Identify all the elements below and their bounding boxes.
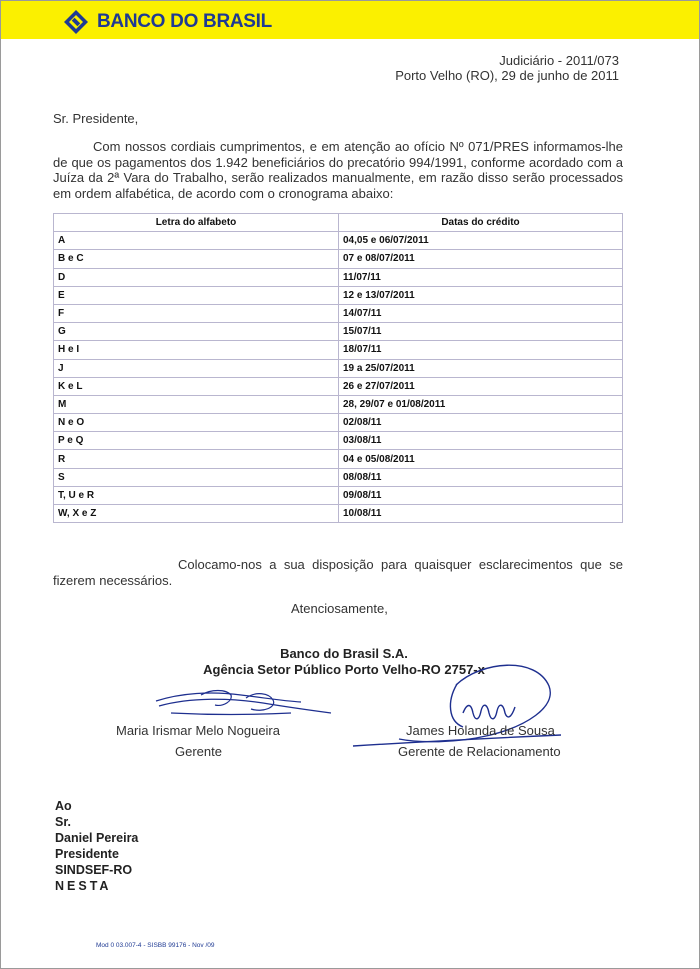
salutation: Sr. Presidente, <box>53 111 139 126</box>
letter-cell: F <box>54 304 339 322</box>
schedule-table <box>53 213 623 523</box>
date-cell: 18/07/11 <box>339 341 623 359</box>
recipient-location: NESTA <box>55 879 112 893</box>
date-cell: 15/07/11 <box>339 323 623 341</box>
recipient-line-sr: Sr. <box>55 815 71 829</box>
right-signatory-name: James Holanda de Sousa <box>406 723 555 738</box>
header-bar <box>1 1 699 39</box>
date-cell: 03/08/11 <box>339 432 623 450</box>
recipient-title: Presidente <box>55 847 119 861</box>
letter-cell: K e L <box>54 377 339 395</box>
issuer-block <box>199 646 489 678</box>
left-signatory-name: Maria Irismar Melo Nogueira <box>116 723 280 738</box>
issuer-company: Banco do Brasil S.A. <box>280 646 408 661</box>
letter-cell: D <box>54 268 339 286</box>
recipient-name: Daniel Pereira <box>55 831 139 845</box>
closing-paragraph: Colocamo-nos a sua disposição para quaisquer esclarecimentos que se fizerem necessários. <box>53 557 623 588</box>
date-cell: 09/08/11 <box>339 486 623 504</box>
recipient-block <box>55 798 138 894</box>
table-row <box>54 395 623 413</box>
letter-cell: S <box>54 468 339 486</box>
table-row <box>54 232 623 250</box>
table-row <box>54 450 623 468</box>
table-row <box>54 268 623 286</box>
date-cell: 08/08/11 <box>339 468 623 486</box>
date-cell: 04,05 e 06/07/2011 <box>339 232 623 250</box>
date-cell: 26 e 27/07/2011 <box>339 377 623 395</box>
letter-cell: W, X e Z <box>54 505 339 523</box>
date-cell: 12 e 13/07/2011 <box>339 286 623 304</box>
table-row <box>54 250 623 268</box>
letter-cell: A <box>54 232 339 250</box>
column-header-letter: Letra do alfabeto <box>54 214 339 232</box>
column-header-dates: Datas do crédito <box>339 214 623 232</box>
date-cell: 04 e 05/08/2011 <box>339 450 623 468</box>
letter-cell: E <box>54 286 339 304</box>
issuer-agency: Agência Setor Público Porto Velho-RO 2757-x <box>203 662 485 677</box>
table-row <box>54 432 623 450</box>
letter-cell: T, U e R <box>54 486 339 504</box>
letter-cell: N e O <box>54 414 339 432</box>
table-row <box>54 304 623 322</box>
date-cell: 10/08/11 <box>339 505 623 523</box>
letter-cell: M <box>54 395 339 413</box>
date-cell: 19 a 25/07/2011 <box>339 359 623 377</box>
date-cell: 07 e 08/07/2011 <box>339 250 623 268</box>
bank-name: BANCO DO BRASIL <box>97 11 272 32</box>
table-row <box>54 359 623 377</box>
table-row <box>54 286 623 304</box>
place-date: Porto Velho (RO), 29 de junho de 2011 <box>395 68 619 83</box>
schedule-table-body <box>54 232 623 523</box>
left-signature-scribble <box>156 691 331 715</box>
table-row <box>54 414 623 432</box>
left-signatory-role: Gerente <box>175 744 222 759</box>
regards: Atenciosamente, <box>291 601 388 616</box>
table-row <box>54 486 623 504</box>
reference-block <box>395 53 619 83</box>
letter-body: Com nossos cordiais cumprimentos, e em atenção ao ofício Nº 071/PRES informamos-lhe de que os pagamentos dos 1.942 beneficiários do precatório 994/1991, conforme acordado com a Juíza da 2ª Vara do Trabalho, serão realizados manualmente, em razão disso serão processados em ordem alfabética, de acordo com o cronograma abaixo: <box>53 139 623 201</box>
date-cell: 14/07/11 <box>339 304 623 322</box>
letter-cell: R <box>54 450 339 468</box>
letter-cell: P e Q <box>54 432 339 450</box>
right-signatory-role: Gerente de Relacionamento <box>398 744 561 759</box>
table-row <box>54 323 623 341</box>
date-cell: 11/07/11 <box>339 268 623 286</box>
date-cell: 28, 29/07 e 01/08/2011 <box>339 395 623 413</box>
letter-cell: B e C <box>54 250 339 268</box>
date-cell: 02/08/11 <box>339 414 623 432</box>
table-row <box>54 505 623 523</box>
letter-cell: H e I <box>54 341 339 359</box>
table-row <box>54 377 623 395</box>
reference-number: Judiciário - 2011/073 <box>499 53 619 68</box>
form-code: Mod 0 03.007-4 - SISBB 99176 - Nov /09 <box>96 942 215 949</box>
recipient-line-ao: Ao <box>55 799 72 813</box>
table-row <box>54 468 623 486</box>
letter-cell: J <box>54 359 339 377</box>
recipient-organization: SINDSEF-RO <box>55 863 133 877</box>
letter-cell: G <box>54 323 339 341</box>
bank-logo <box>63 9 272 35</box>
bank-logo-icon <box>63 9 89 35</box>
table-row <box>54 341 623 359</box>
table-header-row <box>54 214 623 232</box>
